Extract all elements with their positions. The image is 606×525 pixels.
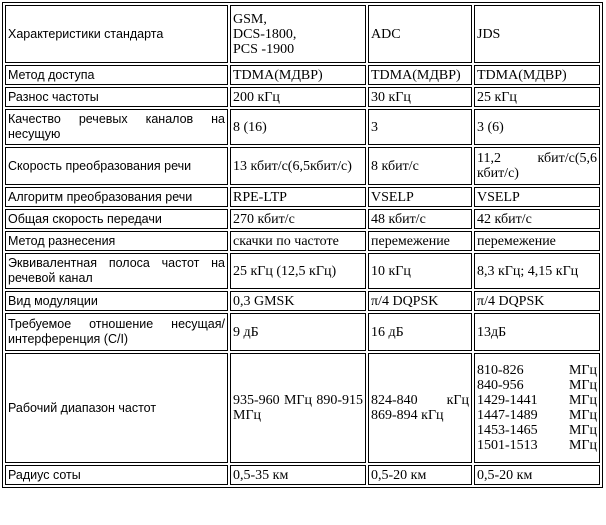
table-row [5, 209, 600, 229]
adc-value: 10 кГц [368, 253, 472, 289]
adc-value: 3 [368, 109, 472, 145]
jds-value: 11,2 кбит/с(5,6 кбит/с) [474, 147, 600, 185]
table-row [5, 87, 600, 107]
jds-value: 0,5-20 км [474, 465, 600, 485]
table-row [5, 231, 600, 251]
adc-value: VSELP [368, 187, 472, 207]
header-characteristics: Характеристики стандарта [5, 5, 228, 63]
gsm-value: 13 кбит/с(6,5кбит/с) [230, 147, 366, 185]
header-gsm [230, 5, 366, 63]
row-label: Скорость преобразования речи [5, 147, 228, 185]
gsm-value: 9 дБ [230, 313, 366, 351]
gsm-value: 200 кГц [230, 87, 366, 107]
jds-value: 25 кГц [474, 87, 600, 107]
jds-value: 8,3 кГц; 4,15 кГц [474, 253, 600, 289]
adc-value: 48 кбит/с [368, 209, 472, 229]
jds-range-line: 1429-1441 МГц [477, 393, 597, 408]
gsm-value: 935-960 МГц 890-915 МГц [230, 353, 366, 463]
jds-range-list [474, 353, 600, 463]
gsm-value: 25 кГц (12,5 кГц) [230, 253, 366, 289]
row-label: Требуемое отношение несущая/интерференция (С/I) [5, 313, 228, 351]
gsm-value: TDMA(МДВР) [230, 65, 366, 85]
jds-range-line: 1501-1513 МГц [477, 438, 597, 453]
row-label: Метод разнесения [5, 231, 228, 251]
header-jds: JDS [474, 5, 600, 63]
adc-value: 824-840 кГц 869-894 кГц [368, 353, 472, 463]
adc-value: 16 дБ [368, 313, 472, 351]
table-row [5, 109, 600, 145]
table-row [5, 291, 600, 311]
row-label: Метод доступа [5, 65, 228, 85]
header-row [5, 5, 600, 63]
row-label: Общая скорость передачи [5, 209, 228, 229]
row-label: Эквивалентная полоса частот на речевой канал [5, 253, 228, 289]
gsm-value: 8 (16) [230, 109, 366, 145]
row-label: Разнос частоты [5, 87, 228, 107]
jds-range-line: 1453-1465 МГц [477, 423, 597, 438]
header-gsm-line: DCS-1800, [233, 26, 297, 42]
table-row [5, 465, 600, 485]
row-label: Качество речевых каналов на несущую [5, 109, 228, 145]
table-row [5, 313, 600, 351]
row-label: Алгоритм преобразования речи [5, 187, 228, 207]
row-label: Радиус соты [5, 465, 228, 485]
adc-value: перемежение [368, 231, 472, 251]
header-adc: ADC [368, 5, 472, 63]
jds-value: 13дБ [474, 313, 600, 351]
jds-value: TDMA(МДВР) [474, 65, 600, 85]
gsm-value: 0,3 GMSK [230, 291, 366, 311]
adc-value: π/4 DQPSK [368, 291, 472, 311]
jds-range-line: 840-956 МГц [477, 378, 597, 393]
header-gsm-line: PCS -1900 [233, 41, 295, 57]
adc-value: 0,5-20 км [368, 465, 472, 485]
adc-value: 8 кбит/с [368, 147, 472, 185]
jds-value: 3 (6) [474, 109, 600, 145]
standards-table [2, 2, 603, 488]
gsm-value: 270 кбит/с [230, 209, 366, 229]
jds-range-line: 810-826 МГц [477, 363, 597, 378]
adc-value: TDMA(МДВР) [368, 65, 472, 85]
table-row [5, 353, 600, 463]
table-row [5, 65, 600, 85]
adc-value: 30 кГц [368, 87, 472, 107]
jds-range-line: 1447-1489 МГц [477, 408, 597, 423]
row-label: Рабочий диапазон частот [5, 353, 228, 463]
jds-value: 42 кбит/с [474, 209, 600, 229]
gsm-value: скачки по частоте [230, 231, 366, 251]
table-row [5, 147, 600, 185]
header-gsm-line: GSM, [233, 11, 267, 27]
table-row [5, 187, 600, 207]
table-row [5, 253, 600, 289]
jds-value: VSELP [474, 187, 600, 207]
row-label: Вид модуляции [5, 291, 228, 311]
jds-value: π/4 DQPSK [474, 291, 600, 311]
jds-value: перемежение [474, 231, 600, 251]
gsm-value: 0,5-35 км [230, 465, 366, 485]
gsm-value: RPE-LTP [230, 187, 366, 207]
